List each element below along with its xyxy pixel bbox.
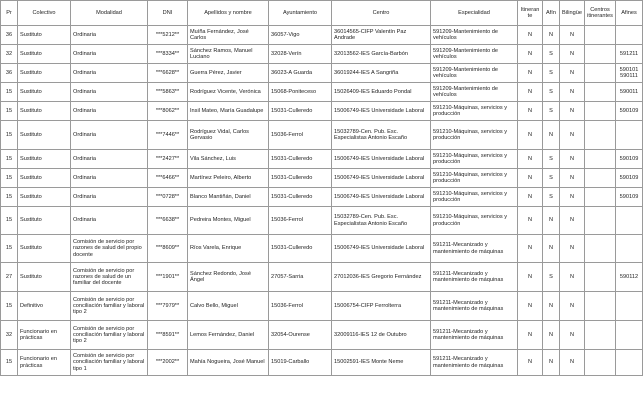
- cell-colectivo: Sustituto: [18, 83, 71, 102]
- table-body: [1, 26, 643, 376]
- cell-especialidad: 591209-Mantenimiento de vehículos: [431, 26, 518, 45]
- cell-nombre: Pedreira Montes, Miguel: [188, 207, 269, 235]
- cell-nombre: Insil Mateo, María Guadalupe: [188, 102, 269, 121]
- cell-afines: [616, 350, 643, 376]
- cell-nombre: Ríos Varela, Enrique: [188, 235, 269, 263]
- table-row: [1, 207, 643, 235]
- cell-centros-itinerantes: [585, 263, 616, 292]
- cell-pr: 36: [1, 26, 18, 45]
- cell-centros-itinerantes: [585, 150, 616, 169]
- cell-colectivo: Definitivo: [18, 292, 71, 321]
- cell-especialidad: 591210-Máquinas, servicios y producción: [431, 188, 518, 207]
- cell-centro: 15006749-IES Universidade Laboral: [332, 150, 431, 169]
- table-row: [1, 350, 643, 376]
- cell-especialidad: 591211-Mecanizado y mantenimiento de máquinas: [431, 321, 518, 350]
- cell-centro: 15026409-IES Eduardo Pondal: [332, 83, 431, 102]
- cell-afin: S: [543, 150, 560, 169]
- cell-modalidad: Ordinaria: [71, 45, 148, 64]
- cell-ayuntamiento: 15031-Culleredo: [269, 102, 332, 121]
- cell-centros-itinerantes: [585, 64, 616, 83]
- cell-dni: ***0728**: [148, 188, 188, 207]
- cell-pr: 32: [1, 321, 18, 350]
- cell-especialidad: 591210-Máquinas, servicios y producción: [431, 207, 518, 235]
- col-header-bilingue: Bilingüe: [560, 1, 585, 26]
- cell-pr: 15: [1, 235, 18, 263]
- table-row: [1, 169, 643, 188]
- cell-colectivo: Sustituto: [18, 102, 71, 121]
- cell-especialidad: 591211-Mecanizado y mantenimiento de máquinas: [431, 235, 518, 263]
- cell-modalidad: Ordinaria: [71, 207, 148, 235]
- cell-bilingue: N: [560, 150, 585, 169]
- cell-pr: 15: [1, 83, 18, 102]
- cell-bilingue: N: [560, 292, 585, 321]
- cell-nombre: Calvo Bello, Miguel: [188, 292, 269, 321]
- table-row: [1, 26, 643, 45]
- cell-centro: 32009116-IES 12 de Outubro: [332, 321, 431, 350]
- cell-bilingue: N: [560, 207, 585, 235]
- cell-nombre: Lemos Fernández, Daniel: [188, 321, 269, 350]
- cell-dni: ***1901**: [148, 263, 188, 292]
- cell-bilingue: N: [560, 235, 585, 263]
- cell-centro: 15002591-IES Monte Neme: [332, 350, 431, 376]
- cell-dni: ***2427**: [148, 150, 188, 169]
- cell-pr: 15: [1, 121, 18, 150]
- cell-ayuntamiento: 27057-Sarria: [269, 263, 332, 292]
- col-header-especialidad: Especialidad: [431, 1, 518, 26]
- cell-dni: ***5863**: [148, 83, 188, 102]
- cell-colectivo: Funcionario en prácticas: [18, 350, 71, 376]
- table-row: [1, 263, 643, 292]
- cell-bilingue: N: [560, 45, 585, 64]
- cell-modalidad: Ordinaria: [71, 83, 148, 102]
- cell-colectivo: Sustituto: [18, 263, 71, 292]
- cell-modalidad: Comisión de servicio por conciliación familiar y laboral tipo 2: [71, 292, 148, 321]
- table-row: [1, 64, 643, 83]
- cell-centro: 15032789-Cen. Pub. Esc. Especialistas Antonio Escaño: [332, 121, 431, 150]
- cell-itinerante: N: [518, 121, 543, 150]
- cell-ayuntamiento: 15031-Culleredo: [269, 150, 332, 169]
- cell-pr: 36: [1, 64, 18, 83]
- cell-centro: 15006754-CIFP Ferrolterra: [332, 292, 431, 321]
- cell-ayuntamiento: 36057-Vigo: [269, 26, 332, 45]
- cell-centros-itinerantes: [585, 45, 616, 64]
- col-header-pr: Pr: [1, 1, 18, 26]
- cell-modalidad: Ordinaria: [71, 150, 148, 169]
- cell-afin: N: [543, 235, 560, 263]
- cell-afin: S: [543, 45, 560, 64]
- cell-ayuntamiento: 15031-Culleredo: [269, 188, 332, 207]
- cell-especialidad: 591210-Máquinas, servicios y producción: [431, 150, 518, 169]
- cell-colectivo: Sustituto: [18, 26, 71, 45]
- cell-especialidad: 591210-Máquinas, servicios y producción: [431, 102, 518, 121]
- cell-centros-itinerantes: [585, 292, 616, 321]
- table-row: [1, 321, 643, 350]
- cell-itinerante: N: [518, 169, 543, 188]
- cell-itinerante: N: [518, 207, 543, 235]
- table-row: [1, 102, 643, 121]
- cell-afines: [616, 235, 643, 263]
- cell-centro: 15006749-IES Universidade Laboral: [332, 102, 431, 121]
- cell-itinerante: N: [518, 26, 543, 45]
- cell-colectivo: Sustituto: [18, 121, 71, 150]
- cell-afin: S: [543, 83, 560, 102]
- cell-especialidad: 591209-Mantenimiento de vehículos: [431, 83, 518, 102]
- cell-bilingue: N: [560, 263, 585, 292]
- cell-afines: 590109: [616, 188, 643, 207]
- cell-centro: 15006749-IES Universidade Laboral: [332, 235, 431, 263]
- cell-ayuntamiento: 32054-Ourense: [269, 321, 332, 350]
- cell-itinerante: N: [518, 83, 543, 102]
- cell-centros-itinerantes: [585, 235, 616, 263]
- cell-centro: 36019244-IES A Sangriña: [332, 64, 431, 83]
- cell-colectivo: Sustituto: [18, 150, 71, 169]
- col-header-afin: Afín: [543, 1, 560, 26]
- cell-bilingue: N: [560, 121, 585, 150]
- cell-ayuntamiento: 15031-Culleredo: [269, 235, 332, 263]
- cell-dni: ***7979**: [148, 292, 188, 321]
- cell-afin: N: [543, 207, 560, 235]
- table-row: [1, 292, 643, 321]
- cell-nombre: Rodríguez Vicente, Verónica: [188, 83, 269, 102]
- cell-pr: 27: [1, 263, 18, 292]
- cell-ayuntamiento: 15068-Poniteceso: [269, 83, 332, 102]
- cell-pr: 15: [1, 188, 18, 207]
- cell-colectivo: Funcionario en prácticas: [18, 321, 71, 350]
- cell-afin: S: [543, 169, 560, 188]
- cell-dni: ***5212**: [148, 26, 188, 45]
- cell-afin: N: [543, 321, 560, 350]
- cell-colectivo: Sustituto: [18, 64, 71, 83]
- cell-dni: ***7446**: [148, 121, 188, 150]
- cell-nombre: Mahía Nogueira, José Manuel: [188, 350, 269, 376]
- cell-pr: 15: [1, 207, 18, 235]
- cell-afin: N: [543, 121, 560, 150]
- cell-colectivo: Sustituto: [18, 188, 71, 207]
- header-row: [1, 1, 643, 26]
- cell-afines: 590101 590111: [616, 64, 643, 83]
- cell-bilingue: N: [560, 169, 585, 188]
- col-header-dni: DNI: [148, 1, 188, 26]
- cell-dni: ***6466**: [148, 169, 188, 188]
- col-header-itinerante: Itinerante: [518, 1, 543, 26]
- cell-colectivo: Sustituto: [18, 207, 71, 235]
- cell-dni: ***8609**: [148, 235, 188, 263]
- cell-especialidad: 591209-Mantenimiento de vehículos: [431, 64, 518, 83]
- cell-centro: 15032789-Cen. Pub. Esc. Especialistas Antonio Escaño: [332, 207, 431, 235]
- cell-centro: 36014565-CIFP Valentín Paz Andrade: [332, 26, 431, 45]
- cell-itinerante: N: [518, 150, 543, 169]
- cell-afines: 590109: [616, 169, 643, 188]
- cell-dni: ***6628**: [148, 64, 188, 83]
- cell-dni: ***2002**: [148, 350, 188, 376]
- cell-dni: ***8334**: [148, 45, 188, 64]
- cell-ayuntamiento: 15019-Carballo: [269, 350, 332, 376]
- cell-colectivo: Sustituto: [18, 235, 71, 263]
- cell-afin: S: [543, 263, 560, 292]
- cell-modalidad: Ordinaria: [71, 26, 148, 45]
- cell-nombre: Muíña Fernández, José Carlos: [188, 26, 269, 45]
- cell-ayuntamiento: 32028-Verín: [269, 45, 332, 64]
- cell-colectivo: Sustituto: [18, 169, 71, 188]
- cell-afin: N: [543, 26, 560, 45]
- cell-bilingue: N: [560, 188, 585, 207]
- col-header-nombre: Apellidos y nombre: [188, 1, 269, 26]
- col-header-centro: Centro: [332, 1, 431, 26]
- cell-bilingue: N: [560, 64, 585, 83]
- cell-afines: 590011: [616, 83, 643, 102]
- cell-afines: 591211: [616, 45, 643, 64]
- cell-pr: 15: [1, 169, 18, 188]
- cell-itinerante: N: [518, 188, 543, 207]
- cell-ayuntamiento: 15036-Ferrol: [269, 121, 332, 150]
- cell-bilingue: N: [560, 350, 585, 376]
- cell-modalidad: Ordinaria: [71, 188, 148, 207]
- cell-ayuntamiento: 15036-Ferrol: [269, 292, 332, 321]
- cell-centros-itinerantes: [585, 188, 616, 207]
- cell-nombre: Sánchez Ramos, Manuel Luciano: [188, 45, 269, 64]
- cell-centro: 27012036-IES Gregorio Fernández: [332, 263, 431, 292]
- cell-afin: N: [543, 292, 560, 321]
- cell-especialidad: 591211-Mecanizado y mantenimiento de máquinas: [431, 350, 518, 376]
- cell-itinerante: N: [518, 102, 543, 121]
- cell-centro: 32013562-IES García-Barbón: [332, 45, 431, 64]
- table-row: [1, 121, 643, 150]
- cell-nombre: Sánchez Redondo, José Ángel: [188, 263, 269, 292]
- cell-pr: 15: [1, 102, 18, 121]
- cell-afines: [616, 292, 643, 321]
- cell-modalidad: Comisión de servicio por conciliación familiar y laboral tipo 1: [71, 350, 148, 376]
- cell-afin: S: [543, 188, 560, 207]
- cell-especialidad: 591211-Mecanizado y mantenimiento de máquinas: [431, 292, 518, 321]
- cell-afin: N: [543, 350, 560, 376]
- cell-pr: 15: [1, 150, 18, 169]
- col-header-afines: Afines: [616, 1, 643, 26]
- cell-ayuntamiento: 15031-Culleredo: [269, 169, 332, 188]
- cell-modalidad: Ordinaria: [71, 121, 148, 150]
- cell-especialidad: 591210-Máquinas, servicios y producción: [431, 169, 518, 188]
- cell-pr: 15: [1, 292, 18, 321]
- cell-nombre: Vila Sánchez, Luis: [188, 150, 269, 169]
- cell-itinerante: N: [518, 45, 543, 64]
- cell-centros-itinerantes: [585, 207, 616, 235]
- cell-afin: S: [543, 64, 560, 83]
- cell-bilingue: N: [560, 26, 585, 45]
- cell-itinerante: N: [518, 263, 543, 292]
- cell-afin: S: [543, 102, 560, 121]
- cell-afines: [616, 121, 643, 150]
- cell-nombre: Rodríguez Vidal, Carlos Gervasio: [188, 121, 269, 150]
- cell-pr: 15: [1, 350, 18, 376]
- cell-dni: ***8062**: [148, 102, 188, 121]
- table-row: [1, 235, 643, 263]
- cell-especialidad: 591209-Mantenimiento de vehículos: [431, 45, 518, 64]
- cell-modalidad: Ordinaria: [71, 102, 148, 121]
- table-row: [1, 45, 643, 64]
- cell-modalidad: Comisión de servicio por razones de salud del propio docente: [71, 235, 148, 263]
- cell-centro: 15006749-IES Universidade Laboral: [332, 169, 431, 188]
- cell-afines: 590109: [616, 102, 643, 121]
- cell-centros-itinerantes: [585, 26, 616, 45]
- cell-afines: [616, 321, 643, 350]
- col-header-centros-itinerantes: Centros itinerantes: [585, 1, 616, 26]
- cell-centros-itinerantes: [585, 350, 616, 376]
- cell-afines: [616, 207, 643, 235]
- cell-itinerante: N: [518, 64, 543, 83]
- cell-dni: ***8591**: [148, 321, 188, 350]
- cell-dni: ***6638**: [148, 207, 188, 235]
- cell-nombre: Guerra Pérez, Javier: [188, 64, 269, 83]
- cell-nombre: Blanco Mantiñán, Daniel: [188, 188, 269, 207]
- cell-modalidad: Comisión de servicio por razones de salud de un familiar del docente: [71, 263, 148, 292]
- cell-centros-itinerantes: [585, 321, 616, 350]
- table-row: [1, 188, 643, 207]
- col-header-colectivo: Colectivo: [18, 1, 71, 26]
- cell-itinerante: N: [518, 292, 543, 321]
- cell-centros-itinerantes: [585, 102, 616, 121]
- cell-modalidad: Ordinaria: [71, 169, 148, 188]
- col-header-ayuntamiento: Ayuntamiento: [269, 1, 332, 26]
- cell-itinerante: N: [518, 321, 543, 350]
- cell-itinerante: N: [518, 350, 543, 376]
- cell-especialidad: 591211-Mecanizado y mantenimiento de máquinas: [431, 263, 518, 292]
- cell-pr: 32: [1, 45, 18, 64]
- table-row: [1, 150, 643, 169]
- cell-colectivo: Sustituto: [18, 45, 71, 64]
- cell-centros-itinerantes: [585, 121, 616, 150]
- cell-centros-itinerantes: [585, 83, 616, 102]
- cell-modalidad: Ordinaria: [71, 64, 148, 83]
- cell-ayuntamiento: 15036-Ferrol: [269, 207, 332, 235]
- table-row: [1, 83, 643, 102]
- cell-afines: [616, 26, 643, 45]
- col-header-modalidad: Modalidad: [71, 1, 148, 26]
- cell-bilingue: N: [560, 102, 585, 121]
- cell-especialidad: 591210-Máquinas, servicios y producción: [431, 121, 518, 150]
- cell-afines: 590112: [616, 263, 643, 292]
- cell-nombre: Martínez Peleiro, Alberto: [188, 169, 269, 188]
- cell-centro: 15006749-IES Universidade Laboral: [332, 188, 431, 207]
- cell-ayuntamiento: 36023-A Guarda: [269, 64, 332, 83]
- cell-afines: 590109: [616, 150, 643, 169]
- cell-bilingue: N: [560, 83, 585, 102]
- cell-modalidad: Comisión de servicio por conciliación familiar y laboral tipo 2: [71, 321, 148, 350]
- cell-centros-itinerantes: [585, 169, 616, 188]
- cell-itinerante: N: [518, 235, 543, 263]
- cell-bilingue: N: [560, 321, 585, 350]
